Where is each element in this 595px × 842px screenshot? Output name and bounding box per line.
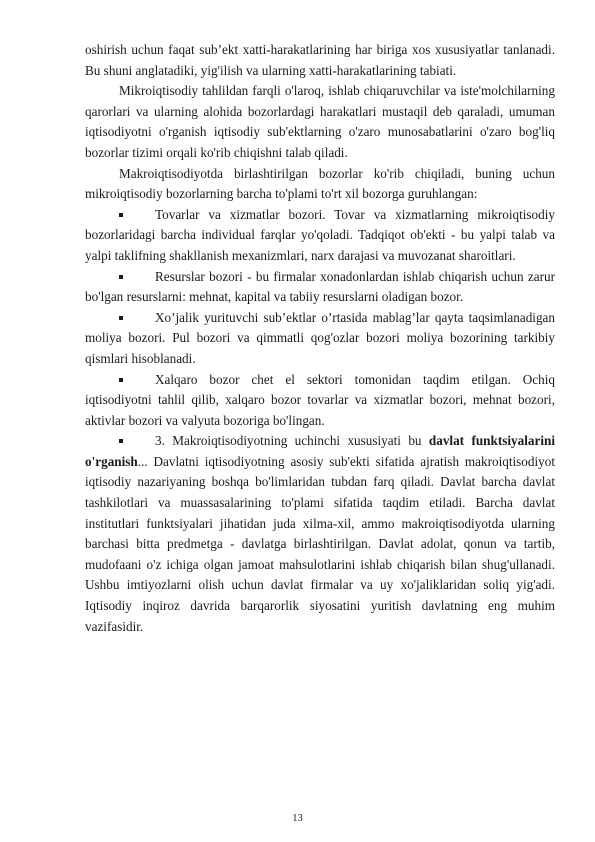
bullet-item [85,205,555,267]
paragraph: oshirish uchun faqat sub’ekt xatti-harakatlarining har biriga xos xususiyatlar tanlanadi. Bu shuni anglatadiki, yig'ilish va ularning xatti-harakatlarining tabiati. [85,42,555,78]
bullet-item [85,308,555,370]
bullet-square-icon [119,213,123,217]
page-number: 13 [292,813,303,824]
bullet-square-icon [119,378,123,382]
bullet-rest-text: ... Davlatni iqtisodiyotning asosiy sub'ekti sifatida ajratish makroiqtisodiyot iqtisodiy nazariyaning boshqa bo'limlaridan tubdan farq qiladi. Davlat barcha davlat tashkilotlari va muassasalarining to'plami sifatida taqdim etiladi. Barcha davlat institutlari funktsiyalari jihatidan juda xilma-xil, ammo makroiqtisodiyotda ularning barchasi bitta predmetga - davlatga birlashtirilgan. Davlat adolat, qonun va tartib, mudofaani o'z ichiga olgan jamoat mahsulotlarini ishlab chiqarish bilan shug'ullanadi. Ushbu imtiyozlarni olish uchun davlat firmalar va uy xo'jaliklaridan soliq yig'adi. Iqtisodiy inqiroz davrida barqarorlik siyosatini yuritish davlatning eng muhim vazifasidir. [85,453,555,634]
bullet-text: Tovarlar va xizmatlar bozori. Tovar va xizmatlarning mikroiqtisodiy bozorlaridagi barcha individual farqlar yo'qoladi. Tadqiqot ob'ekti - bu yalpi talab va yalpi taklifning shakllanish mexanizmlari, narx darajasi va muvozanat sharoitlari. [85,206,555,263]
paragraph: Makroiqtisodiyotda birlashtirilgan bozorlar ko'rib chiqiladi, buning uchun mikroiqtisodiy bozorlarning barcha to'plami to'rt xil bozorga guruhlangan: [85,165,555,202]
bullet-item [85,370,555,432]
bullet-square-icon [119,275,123,279]
bullet-square-icon [119,316,123,320]
bullet-intro-text: 3. Makroiqtisodiyotning uchinchi xususiyati bu [155,433,429,449]
paragraph: Mikroiqtisodiy tahlildan farqli o'laroq, ishlab chiqaruvchilar va iste'molchilarning qarorlari va ularning alohida bozorlardagi harakatlari mustaqil deb qaraladi, umuman iqtisodiyotni o'rganish iqtisodiy sub'ektlarning o'zaro munosabatlarini o'zaro bog'liq bozorlar tizimi orqali ko'rib chiqishni talab qiladi. [85,83,555,160]
bold-term: davlat funktsiyalarini o'rganish [85,433,555,469]
bullet-text: Xalqaro bozor chet el sektori tomonidan taqdim etilgan. Ochiq iqtisodiyotni tahlil qilib, xalqaro bozor tovarlar va xizmatlar bozori, mehnat bozori, aktivlar bozori va valyuta bozoriga bo'lingan. [85,371,555,428]
bullet-item [85,267,555,308]
document-body [85,40,555,637]
bullet-text: Resurslar bozori - bu firmalar xonadonlardan ishlab chiqarish uchun zarur bo'lgan resurslarni: mehnat, kapital va tabiiy resurslarni oladigan bozor. [85,268,555,305]
bullet-square-icon [119,439,123,443]
bullet-item [85,431,555,637]
bullet-text: Xo’jalik yurituvchi sub’ektlar o’rtasida mablag’lar qayta taqsimlanadigan moliya bozori. Pul bozori va qimmatli qog'ozlar bozori moliya bozorining tarkibiy qismlari hisoblanadi. [85,309,555,366]
